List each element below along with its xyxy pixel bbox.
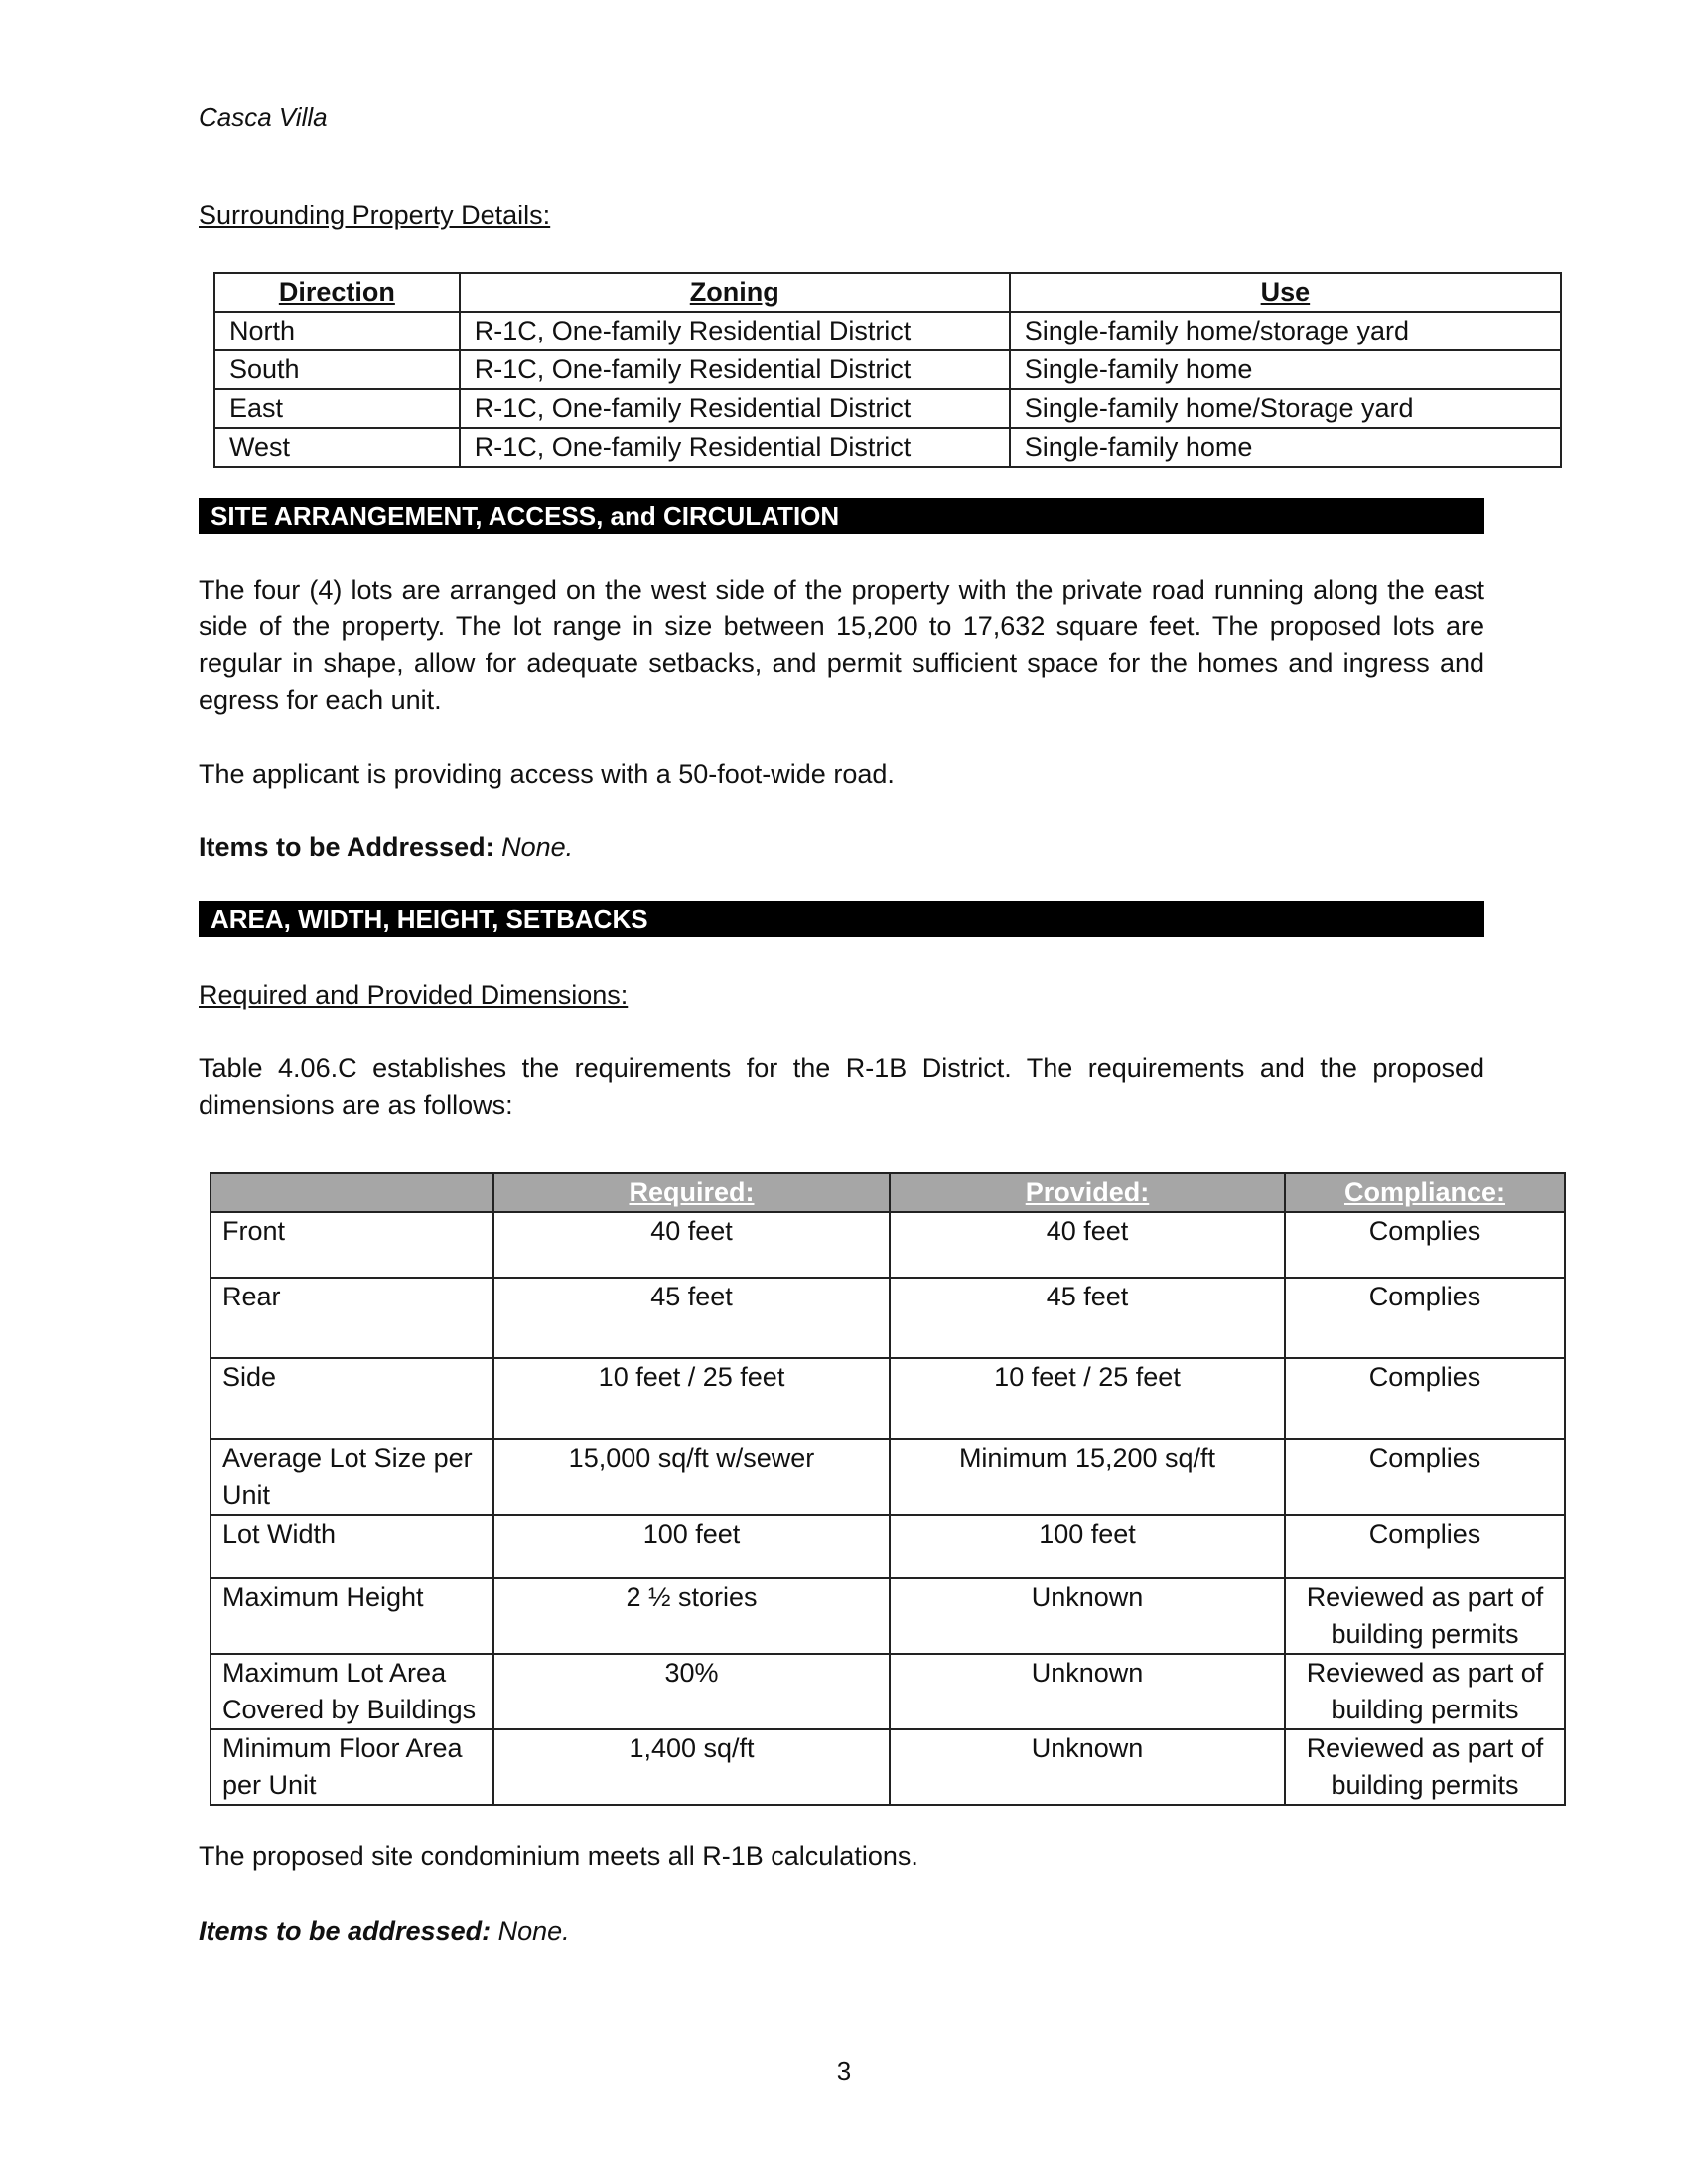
provided-cell: 10 feet / 25 feet <box>890 1358 1285 1439</box>
area-items-to-address <box>199 1913 1484 1950</box>
table-row <box>214 350 1561 389</box>
zoning-cell: R-1C, One-family Residential District <box>460 428 1010 467</box>
site-paragraph: The four (4) lots are arranged on the west side of the property with the private road running along the east side of the property. The lot range in size between 15,200 to 17,632 square feet. The proposed lots are regular in shape, allow for adequate setbacks, and permit sufficient space for the homes and ingress and egress for each unit. <box>199 575 1484 715</box>
dimension-label-cell: Minimum Floor Area per Unit <box>211 1729 493 1805</box>
column-header-zoning: Zoning <box>460 273 1010 312</box>
zoning-cell: R-1C, One-family Residential District <box>460 350 1010 389</box>
column-header-compliance: Compliance: <box>1285 1173 1565 1212</box>
table-row <box>211 1212 1565 1278</box>
dimension-label-cell: Average Lot Size per Unit <box>211 1439 493 1515</box>
compliance-cell: Reviewed as part of building permits <box>1285 1654 1565 1729</box>
compliance-cell: Complies <box>1285 1358 1565 1439</box>
provided-cell: Unknown <box>890 1729 1285 1805</box>
dimensions-intro: Table 4.06.C establishes the requirements for the R-1B District. The requirements and the proposed dimensions are as follows: <box>199 1053 1484 1120</box>
document-header: Casca Villa <box>199 102 328 132</box>
dimension-label-cell: Side <box>211 1358 493 1439</box>
use-cell: Single-family home/storage yard <box>1010 312 1561 350</box>
use-cell: Single-family home <box>1010 350 1561 389</box>
required-cell: 30% <box>493 1654 890 1729</box>
required-cell: 45 feet <box>493 1278 890 1358</box>
table-row <box>214 428 1561 467</box>
dimension-label-cell: Lot Width <box>211 1515 493 1578</box>
section-title-area-width: AREA, WIDTH, HEIGHT, SETBACKS <box>199 901 1484 937</box>
dimension-label-cell: Front <box>211 1212 493 1278</box>
provided-cell: Minimum 15,200 sq/ft <box>890 1439 1285 1515</box>
provided-cell: Unknown <box>890 1654 1285 1729</box>
surrounding-property-table <box>213 272 1562 468</box>
table-header-row <box>214 273 1561 312</box>
table-row <box>211 1358 1565 1439</box>
compliance-cell: Complies <box>1285 1278 1565 1358</box>
dimension-label-cell: Rear <box>211 1278 493 1358</box>
column-header-direction: Direction <box>214 273 460 312</box>
use-cell: Single-family home <box>1010 428 1561 467</box>
column-header-label <box>211 1173 493 1212</box>
table-row <box>211 1654 1565 1729</box>
compliance-cell: Reviewed as part of building permits <box>1285 1729 1565 1805</box>
items-label: Items to be addressed: <box>199 1916 492 1946</box>
required-cell: 15,000 sq/ft w/sewer <box>493 1439 890 1515</box>
table-row <box>211 1278 1565 1358</box>
required-cell: 100 feet <box>493 1515 890 1578</box>
items-label: Items to be Addressed: <box>199 832 494 862</box>
direction-cell: West <box>214 428 460 467</box>
compliance-cell: Complies <box>1285 1439 1565 1515</box>
compliance-cell: Complies <box>1285 1212 1565 1278</box>
table-row <box>211 1729 1565 1805</box>
dimension-label-cell: Maximum Height <box>211 1578 493 1654</box>
required-cell: 2 ½ stories <box>493 1578 890 1654</box>
column-header-required: Required: <box>493 1173 890 1212</box>
use-cell: Single-family home/Storage yard <box>1010 389 1561 428</box>
surrounding-heading: Surrounding Property Details: <box>199 201 551 230</box>
provided-cell: 40 feet <box>890 1212 1285 1278</box>
direction-cell: South <box>214 350 460 389</box>
items-value: None. <box>497 1916 570 1946</box>
column-header-provided: Provided: <box>890 1173 1285 1212</box>
dimensions-subheading: Required and Provided Dimensions: <box>199 980 629 1010</box>
dimension-label-cell: Maximum Lot Area Covered by Buildings <box>211 1654 493 1729</box>
table-row <box>214 389 1561 428</box>
zoning-cell: R-1C, One-family Residential District <box>460 312 1010 350</box>
site-items-to-address <box>199 829 1484 866</box>
page-number: 3 <box>836 2056 852 2086</box>
compliance-cell: Complies <box>1285 1515 1565 1578</box>
direction-cell: North <box>214 312 460 350</box>
required-cell: 1,400 sq/ft <box>493 1729 890 1805</box>
items-value: None. <box>501 832 574 862</box>
required-cell: 10 feet / 25 feet <box>493 1358 890 1439</box>
table-header-row <box>211 1173 1565 1212</box>
table-row <box>211 1515 1565 1578</box>
column-header-use: Use <box>1010 273 1561 312</box>
provided-cell: Unknown <box>890 1578 1285 1654</box>
zoning-cell: R-1C, One-family Residential District <box>460 389 1010 428</box>
compliance-cell: Reviewed as part of building permits <box>1285 1578 1565 1654</box>
table-row <box>211 1439 1565 1515</box>
provided-cell: 45 feet <box>890 1278 1285 1358</box>
provided-cell: 100 feet <box>890 1515 1285 1578</box>
access-paragraph: The applicant is providing access with a 50-foot-wide road. <box>199 759 895 789</box>
conclusion-paragraph: The proposed site condominium meets all R-1B calculations. <box>199 1842 918 1871</box>
table-row <box>214 312 1561 350</box>
dimensions-table <box>210 1172 1566 1806</box>
required-cell: 40 feet <box>493 1212 890 1278</box>
section-title-site-arrangement: SITE ARRANGEMENT, ACCESS, and CIRCULATION <box>199 498 1484 534</box>
direction-cell: East <box>214 389 460 428</box>
table-row <box>211 1578 1565 1654</box>
